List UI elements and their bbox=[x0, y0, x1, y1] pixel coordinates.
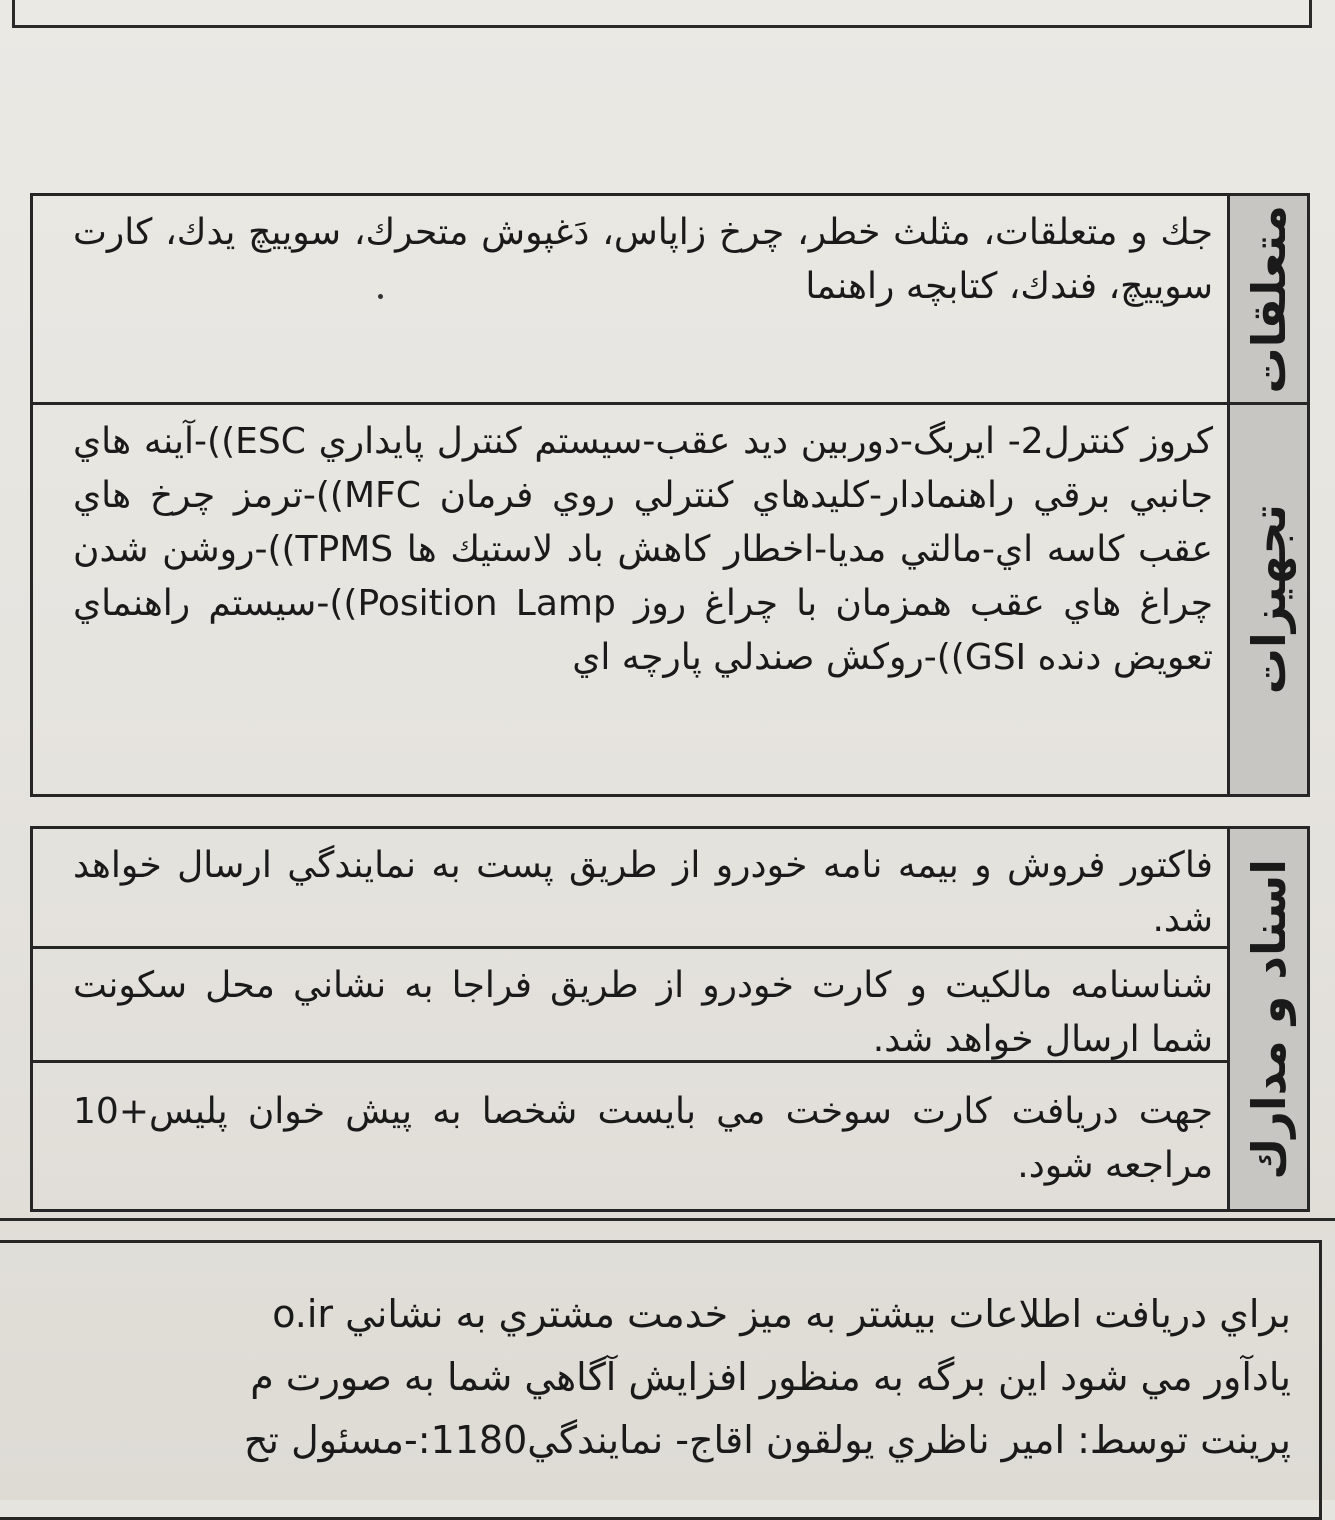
info-line: يادآور مي شود اين برگه به منظور افزايش آگاهي شما به صورت م bbox=[250, 1355, 1291, 1399]
documents-section bbox=[30, 826, 1310, 1212]
documents-row bbox=[33, 829, 1227, 946]
equipment-body bbox=[33, 405, 1227, 794]
accessories-section bbox=[30, 193, 1310, 405]
documents-row-text: شناسنامه مالكيت و كارت خودرو از طريق فراجا به نشاني محل سكونت شما ارسال خواهد شد. bbox=[73, 965, 1213, 1060]
accessories-label-text: متعلقات bbox=[1241, 204, 1296, 394]
equipment-section bbox=[30, 402, 1310, 797]
section-divider bbox=[0, 1218, 1335, 1221]
documents-row-text: فاكتور فروش و بيمه نامه خودرو از طريق پست به نمايندگي ارسال خواهد شد. bbox=[73, 845, 1213, 940]
documents-label-text: اسناد و مدارك bbox=[1241, 858, 1296, 1180]
info-line: براي دريافت اطلاعات بيشتر به ميز خدمت مشتري به نشاني o.ir bbox=[272, 1292, 1291, 1336]
info-line: پرينت توسط: امير ناظري يولقون اقاج- نمايندگي1180:-مسئول تح bbox=[243, 1418, 1291, 1462]
equipment-label-text: تجهيزات bbox=[1241, 504, 1296, 695]
ink-dot bbox=[378, 294, 383, 299]
documents-row bbox=[33, 946, 1227, 1060]
documents-label bbox=[1227, 829, 1307, 1209]
info-lines bbox=[244, 1283, 1291, 1472]
documents-row bbox=[33, 1060, 1227, 1212]
equipment-text: كروز كنترل2- ايربگ-دوربين ديد عقب-سيستم كنترل پايداري ESC))-آينه هاي جانبي برقي راهنمادار-كليدهاي كنترلي روي فرمان MFC))-ترمز چرخ هاي عقب كاسه اي-مالتي مديا-اخطار كاهش باد لاستيك ها TPMS))-روشن شدن چراغ هاي عقب همزمان با چراغ روز Position Lamp))-سيستم راهنماي تعويض دنده GSI))-روكش صندلي پارچه اي bbox=[73, 421, 1214, 678]
documents-row-text: جهت دريافت كارت سوخت مي بايست شخصا به پيش خوان پليس+10 مراجعه شود. bbox=[73, 1091, 1213, 1186]
equipment-label bbox=[1227, 405, 1307, 794]
documents-body bbox=[33, 829, 1227, 1209]
previous-section-box bbox=[12, 0, 1312, 28]
accessories-body bbox=[33, 196, 1227, 402]
accessories-label bbox=[1227, 196, 1307, 402]
info-box bbox=[0, 1240, 1322, 1520]
accessories-text: جك و متعلقات، مثلث خطر، چرخ زاپاس، دَغپوش متحرك، سوييچ يدك، كارت سوييچ، فندك، كتابچه راهنما bbox=[73, 212, 1213, 307]
